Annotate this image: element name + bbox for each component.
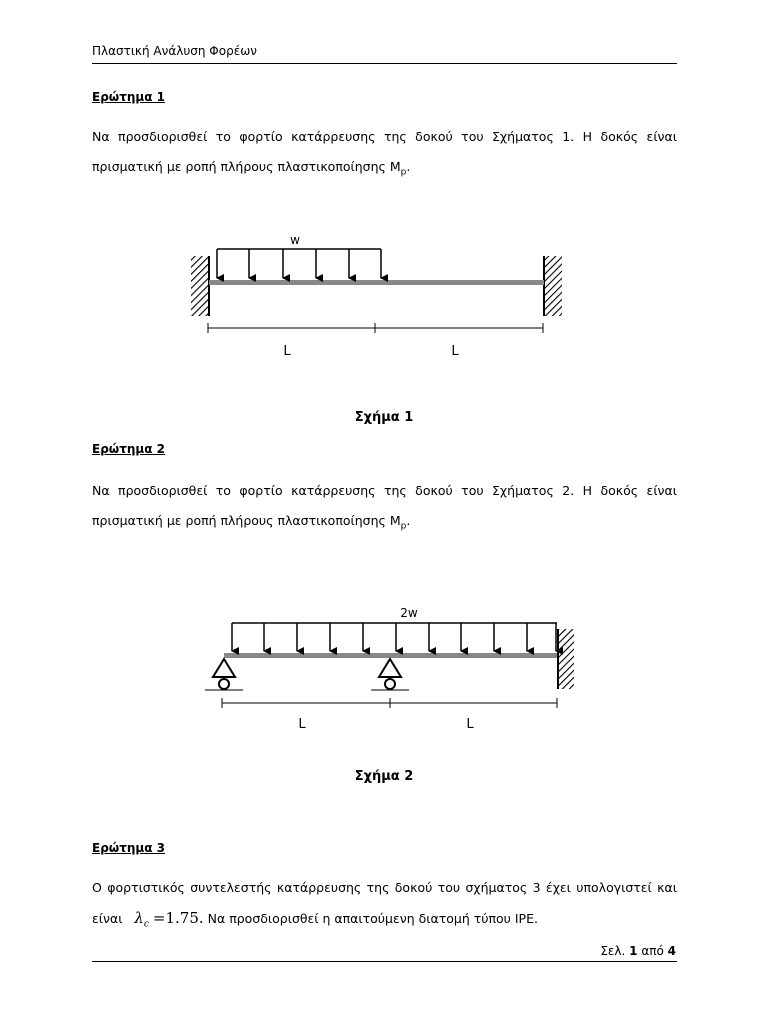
distributed-load — [232, 623, 557, 651]
distributed-load — [217, 249, 381, 278]
span-label-1: L — [298, 717, 306, 732]
header-rule — [92, 63, 677, 64]
question-1-line-2: πρισματική με ροπή πλήρους πλαστικοποίησης $M_p$. — [92, 159, 411, 178]
figure-1-caption: Σχήμα 1 — [354, 410, 414, 425]
page-number: Σελ. 1 από 4 — [600, 944, 676, 958]
running-header: Πλαστική Ανάλυση Φορέων — [92, 44, 257, 58]
figure-1-diagram — [180, 228, 580, 363]
question-2-title: Ερώτημα 2 — [92, 442, 166, 456]
roller-support-middle — [371, 659, 409, 690]
figure-2-caption: Σχήμα 2 — [354, 769, 414, 784]
lambda-symbol: λ — [134, 909, 144, 927]
figure-2-diagram — [200, 598, 590, 738]
span-label-1: L — [283, 344, 291, 359]
beam — [209, 280, 544, 285]
fixed-support-right — [558, 629, 574, 689]
span-label-2: L — [451, 344, 459, 359]
question-1-text — [92, 122, 677, 188]
span-label-2: L — [466, 717, 474, 732]
question-2-text — [92, 476, 677, 542]
dimension-line — [208, 323, 543, 333]
question-3-text — [92, 873, 677, 940]
load-label: 2w — [400, 606, 418, 620]
dimension-line — [222, 698, 557, 708]
fixed-support-right — [544, 256, 562, 316]
question-3-line-1: Ο φορτιστικός συντελεστής κατάρρευσης της δοκού του σχήματος 3 έχει υπολογιστεί και — [92, 880, 677, 895]
footer-rule — [92, 961, 677, 962]
fixed-support-left — [191, 256, 209, 316]
roller-support-left — [205, 659, 243, 690]
load-label: w — [290, 233, 300, 247]
lambda-value: =1.75. — [152, 909, 204, 927]
question-1-title: Ερώτημα 1 — [92, 90, 166, 104]
question-2-line-2: πρισματική με ροπή πλήρους πλαστικοποίησης $M_p$. — [92, 513, 411, 532]
beam — [224, 653, 558, 658]
question-3-title: Ερώτημα 3 — [92, 841, 166, 855]
question-3-line-2: είναι $\lambda_c =1.75$. Να προσδιορισθεί η απαιτούμενη διατομή τύπου IPE. — [92, 909, 538, 930]
question-2-line-1: Να προσδιορισθεί το φορτίο κατάρρευσης της δοκού του Σχήματος 2. Η δοκός είναι — [92, 483, 677, 498]
question-1-line-1: Να προσδιορισθεί το φορτίο κατάρρευσης της δοκού του Σχήματος 1. Η δοκός είναι — [92, 129, 677, 144]
